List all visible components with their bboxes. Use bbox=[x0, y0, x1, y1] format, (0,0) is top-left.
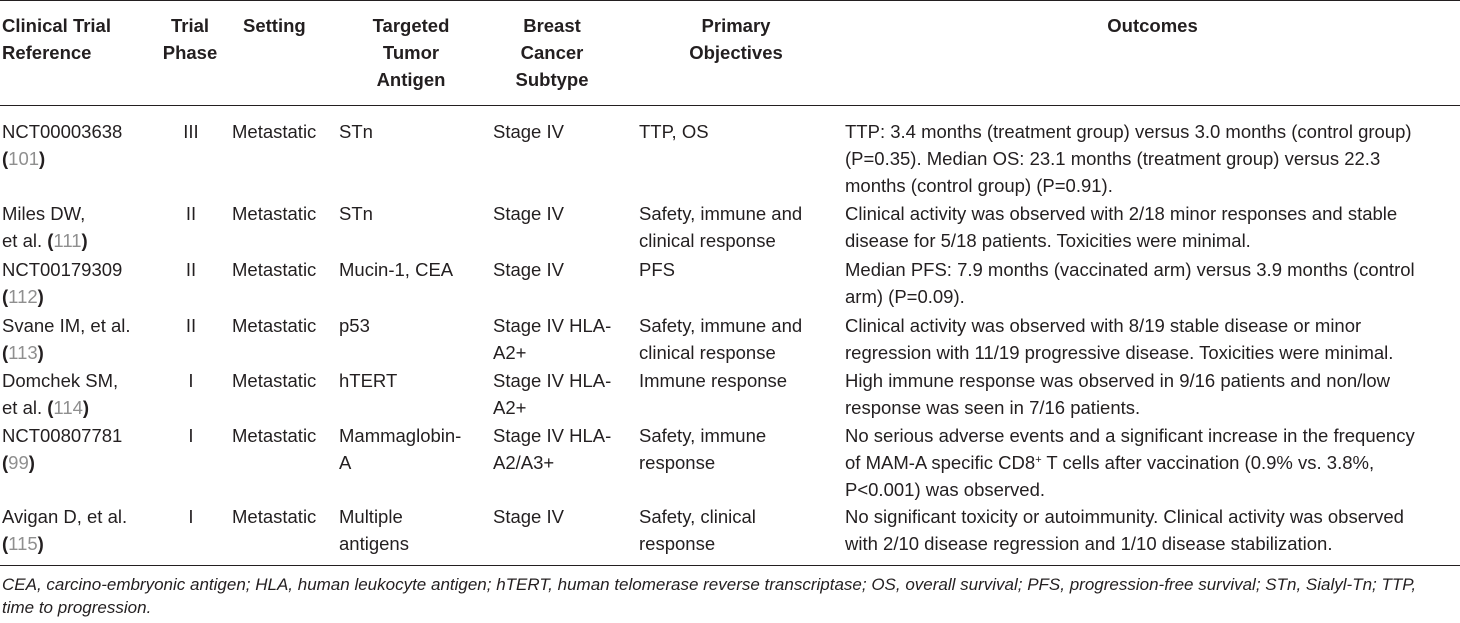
header-subtype: Breast Cancer Subtype bbox=[515, 15, 589, 90]
row-setting: Metastatic bbox=[232, 203, 317, 224]
row-phase: I bbox=[188, 370, 194, 391]
row-reference: Domchek SM, et al. (114) bbox=[2, 370, 119, 418]
row-subtype: Stage IV HLA- A2/A3+ bbox=[493, 425, 612, 473]
row-setting: Metastatic bbox=[232, 121, 317, 142]
row-setting: Metastatic bbox=[232, 370, 317, 391]
header-reference: Clinical Trial Reference bbox=[2, 15, 111, 63]
row-reference: NCT00807781 (99) bbox=[2, 425, 123, 473]
row-subtype: Stage IV HLA- A2+ bbox=[493, 315, 612, 363]
table-header-rule bbox=[0, 105, 1460, 106]
row-antigen: STn bbox=[339, 121, 373, 142]
row-phase: III bbox=[183, 121, 199, 142]
row-outcomes: No serious adverse events and a significant increase in the frequency of MAM-A specific CD8+ T cells after vaccination (0.9% vs. 3.8%, P<0.001) was observed. bbox=[845, 425, 1415, 500]
row-outcomes: TTP: 3.4 months (treatment group) versus 3.0 months (control group) (P=0.35). Median OS: 23.1 months (treatment group) versus 22.3 months (control group) (P=0.91). bbox=[845, 121, 1412, 196]
row-antigen: p53 bbox=[339, 315, 370, 336]
row-setting: Metastatic bbox=[232, 259, 317, 280]
header-outcomes: Outcomes bbox=[1107, 15, 1198, 36]
row-outcomes: High immune response was observed in 9/16 patients and non/low response was seen in 7/16 patients. bbox=[845, 370, 1391, 418]
row-phase: I bbox=[188, 425, 194, 446]
header-setting: Setting bbox=[243, 15, 306, 36]
row-antigen: Multiple antigens bbox=[339, 506, 409, 554]
citation-link[interactable]: 114 bbox=[53, 397, 83, 418]
row-phase: II bbox=[185, 259, 197, 280]
row-outcomes: Clinical activity was observed with 2/18 minor responses and stable disease for 5/18 patients. Toxicities were minimal. bbox=[845, 203, 1398, 251]
row-subtype: Stage IV HLA- A2+ bbox=[493, 370, 612, 418]
row-objectives: TTP, OS bbox=[639, 121, 709, 142]
header-objectives: Primary Objectives bbox=[689, 15, 783, 63]
row-subtype: Stage IV bbox=[493, 506, 564, 527]
row-objectives: PFS bbox=[639, 259, 675, 280]
row-reference: Avigan D, et al. (115) bbox=[2, 506, 128, 554]
row-antigen: Mammaglobin- A bbox=[339, 425, 462, 473]
row-setting: Metastatic bbox=[232, 425, 317, 446]
row-objectives: Safety, immune and clinical response bbox=[639, 203, 803, 251]
row-objectives: Immune response bbox=[639, 370, 788, 391]
table-footnote: CEA, carcino-embryonic antigen; HLA, human leukocyte antigen; hTERT, human telomerase reverse transcriptase; OS, overall survival; PFS, progression-free survival; STn, Sialyl-Tn; TTP, time to progression. bbox=[2, 575, 1417, 617]
header-antigen: Targeted Tumor Antigen bbox=[372, 15, 450, 90]
header-phase: Trial Phase bbox=[162, 15, 218, 63]
citation-link[interactable]: 111 bbox=[53, 230, 82, 251]
row-reference: Miles DW, et al. (111) bbox=[2, 203, 88, 251]
row-objectives: Safety, immune response bbox=[639, 425, 767, 473]
citation-link[interactable]: 101 bbox=[8, 148, 40, 169]
row-objectives: Safety, clinical response bbox=[639, 506, 756, 554]
row-setting: Metastatic bbox=[232, 506, 317, 527]
row-antigen: STn bbox=[339, 203, 373, 224]
row-reference: NCT00003638 (101) bbox=[2, 121, 123, 169]
row-outcomes: No significant toxicity or autoimmunity. Clinical activity was observed with 2/10 disease regression and 1/10 disease stabilization. bbox=[845, 506, 1404, 554]
row-antigen: hTERT bbox=[339, 370, 398, 391]
row-outcomes: Median PFS: 7.9 months (vaccinated arm) versus 3.9 months (control arm) (P=0.09). bbox=[845, 259, 1415, 307]
row-outcomes: Clinical activity was observed with 8/19 stable disease or minor regression with 11/19 progressive disease. Toxicities were minimal. bbox=[845, 315, 1394, 363]
table-bottom-rule bbox=[0, 565, 1460, 566]
row-phase: II bbox=[185, 315, 197, 336]
row-subtype: Stage IV bbox=[493, 203, 564, 224]
row-phase: II bbox=[185, 203, 197, 224]
row-setting: Metastatic bbox=[232, 315, 317, 336]
row-antigen: Mucin-1, CEA bbox=[339, 259, 454, 280]
row-reference: Svane IM, et al. (113) bbox=[2, 315, 131, 363]
row-reference: NCT00179309 (112) bbox=[2, 259, 123, 307]
citation-link[interactable]: 115 bbox=[8, 533, 38, 554]
row-subtype: Stage IV bbox=[493, 121, 564, 142]
table-top-rule bbox=[0, 0, 1460, 1]
citation-link[interactable]: 113 bbox=[8, 342, 38, 363]
row-phase: I bbox=[188, 506, 194, 527]
citation-link[interactable]: 112 bbox=[8, 286, 38, 307]
row-subtype: Stage IV bbox=[493, 259, 564, 280]
row-objectives: Safety, immune and clinical response bbox=[639, 315, 803, 363]
citation-link[interactable]: 99 bbox=[8, 452, 29, 473]
